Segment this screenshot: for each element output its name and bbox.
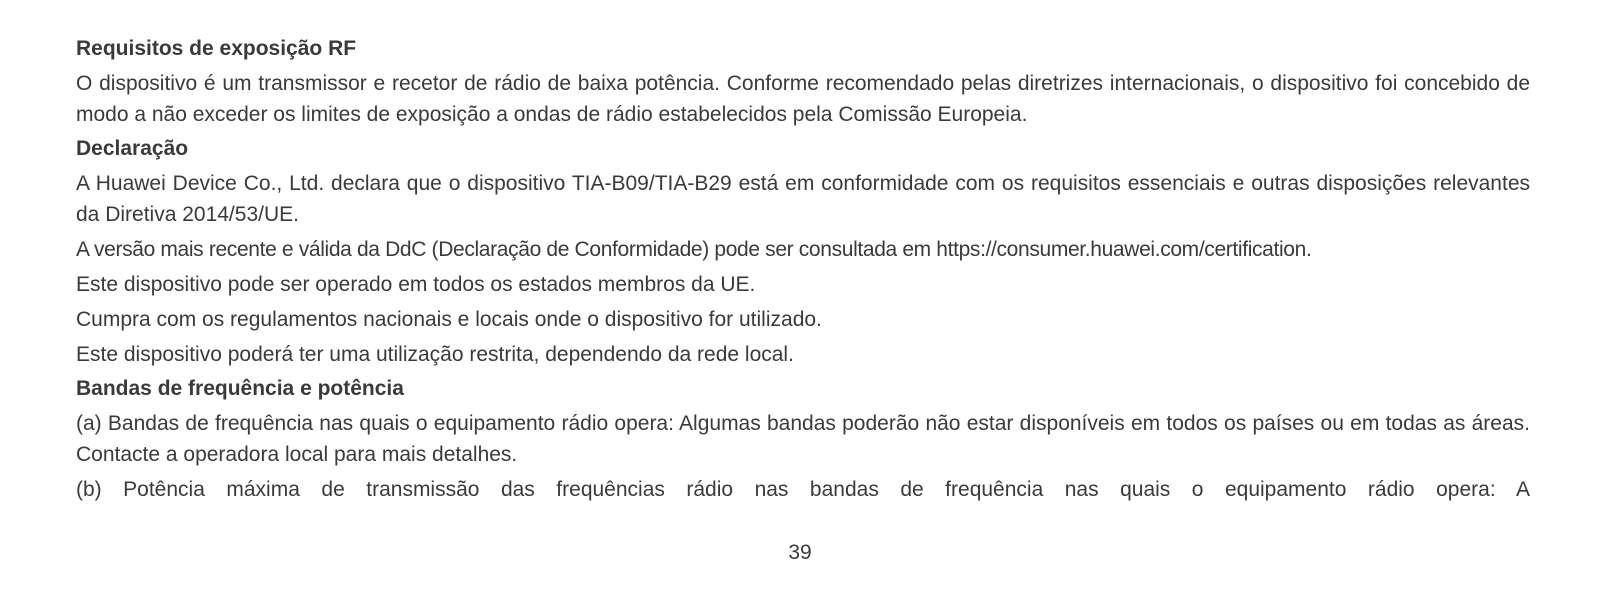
declaration-heading: Declaração: [76, 137, 189, 160]
bands-b-paragraph: (b) Potência máxima de transmissão das frequências rádio nas bandas de frequência nas quais o equipamento rádio opera: A: [76, 478, 1530, 501]
regulations-paragraph: Cumpra com os regulamentos nacionais e locais onde o dispositivo for utilizado.: [76, 308, 822, 331]
declaration-paragraph: A Huawei Device Co., Ltd. declara que o dispositivo TIA-B09/TIA-B29 está em conformidade com os requisitos essenciais e outras disposições relevantes da Diretiva 2014/53/UE.: [76, 172, 1530, 226]
restricted-use-paragraph: Este dispositivo poderá ter uma utilização restrita, dependendo da rede local.: [76, 343, 794, 366]
doc-paragraph: A versão mais recente e válida da DdC (Declaração de Conformidade) pode ser consultada em https://consumer.huawei.com/certification.: [76, 238, 1312, 261]
page-number: 39: [788, 541, 812, 564]
bands-heading: Bandas de frequência e potência: [76, 377, 404, 400]
rf-exposure-paragraph: O dispositivo é um transmissor e recetor de rádio de baixa potência. Conforme recomendado pelas diretrizes internacionais, o dispositivo foi concebido de modo a não exceder os limites de exposição a ondas de rádio estabelecidos pela Comissão Europeia.: [76, 72, 1530, 126]
rf-exposure-heading: Requisitos de exposição RF: [76, 37, 357, 60]
eu-operation-paragraph: Este dispositivo pode ser operado em todos os estados membros da UE.: [76, 273, 756, 296]
bands-a-paragraph: (a) Bandas de frequência nas quais o equipamento rádio opera: Algumas bandas poderão não estar disponíveis em todos os países ou em todas as áreas. Contacte a operadora local para mais detalhes.: [76, 412, 1530, 466]
document-page: [76, 34, 1530, 509]
